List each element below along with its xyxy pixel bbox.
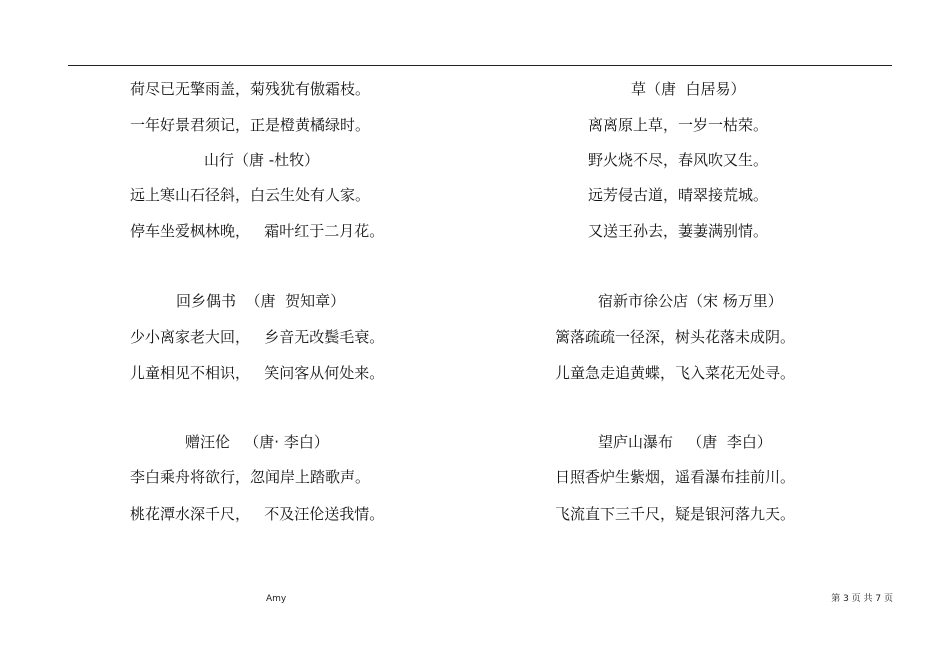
left-line-4: 远上寒山石径斜，白云生处有人家。 — [130, 186, 371, 204]
right-title-cao: 草（唐 白居易） — [631, 80, 746, 98]
right-line-11: 飞流直下三千尺，疑是银河落九天。 — [555, 505, 796, 523]
header-rule — [68, 65, 892, 66]
right-line-10: 日照香炉生紫烟，遥看瀑布挂前川。 — [555, 468, 796, 486]
left-line-1: 荷尽已无擎雨盖，菊残犹有傲霜枝。 — [130, 80, 371, 98]
right-title-suxinshi: 宿新市徐公店（宋 杨万里） — [598, 292, 783, 310]
right-line-4: 远芳侵古道，晴翠接荒城。 — [588, 186, 769, 204]
left-line-2: 一年好景君须记，正是橙黄橘绿时。 — [130, 116, 371, 134]
left-title-zengwanglun: 赠汪伦 （唐· 李白） — [185, 433, 329, 451]
left-line-7: 少小离家老大回， 乡音无改鬓毛衰。 — [130, 328, 385, 346]
right-line-8: 儿童急走追黄蝶，飞入菜花无处寻。 — [555, 364, 796, 382]
left-line-10: 李白乘舟将欲行，忽闻岸上踏歌声。 — [130, 468, 371, 486]
footer-author: Amy — [266, 594, 287, 604]
footer-page-number: 第 3 页 共 7 页 — [831, 594, 893, 604]
left-title-huixiang: 回乡偶书 （唐 贺知章） — [176, 292, 346, 310]
right-line-7: 篱落疏疏一径深，树头花落未成阴。 — [555, 328, 796, 346]
right-line-5: 又送王孙去，萋萋满别情。 — [588, 222, 769, 240]
right-line-3: 野火烧不尽，春风吹又生。 — [588, 151, 769, 169]
left-line-5: 停车坐爱枫林晚， 霜叶红于二月花。 — [130, 222, 385, 240]
left-line-11: 桃花潭水深千尺， 不及汪伦送我情。 — [130, 505, 385, 523]
left-line-8: 儿童相见不相识， 笑问客从何处来。 — [130, 364, 385, 382]
left-title-shanxing: 山行（唐 -杜牧） — [204, 151, 320, 169]
right-title-wanglushan: 望庐山瀑布 （唐 李白） — [598, 433, 772, 451]
right-line-2: 离离原上草，一岁一枯荣。 — [588, 116, 769, 134]
